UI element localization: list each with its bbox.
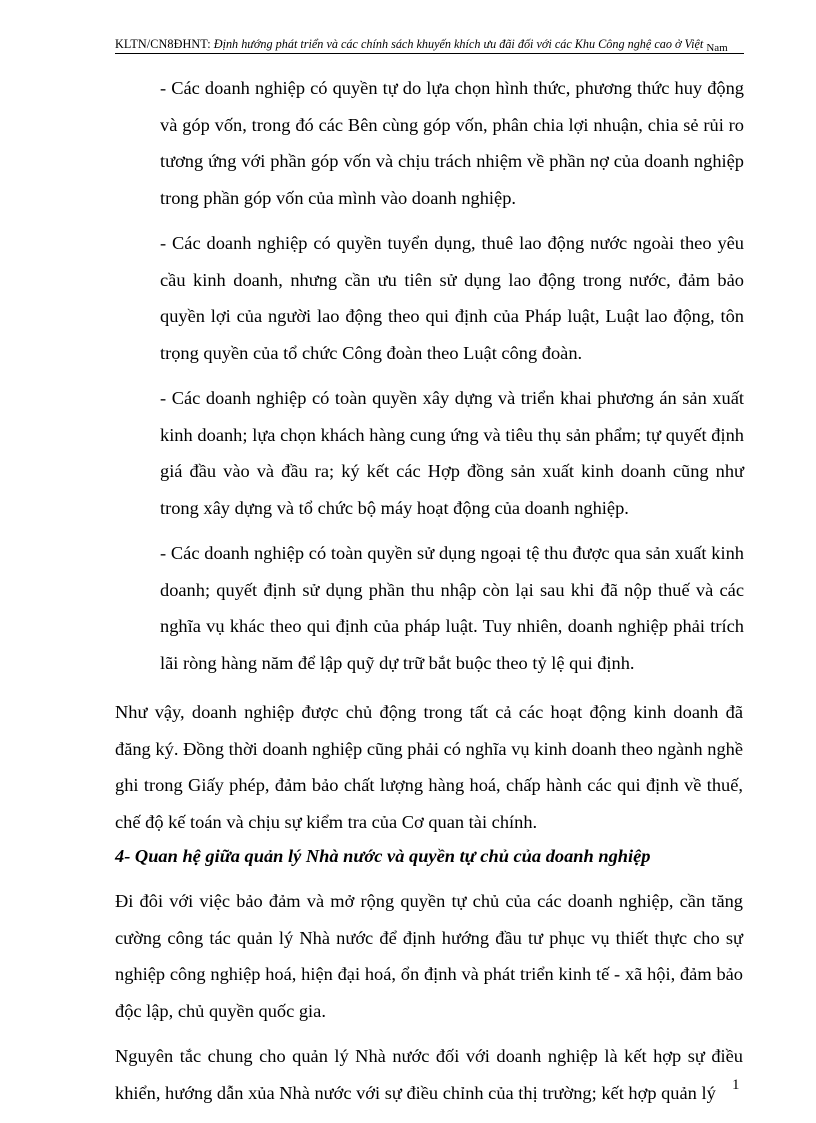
running-header [115,36,744,54]
bullet-paragraph-labor: - Các doanh nghiệp có quyền tuyển dụng, thuê lao động nước ngoài theo yêu cầu kinh doanh, nhưng cần ưu tiên sử dụng lao động trong nước, đảm bảo quyền lợi của người lao động theo qui định của Pháp luật, Luật lao động, tôn trọng quyền của tổ chức Công đoàn theo Luật công đoàn. [160,233,744,363]
body-paragraph-state-management: Đi đôi với việc bảo đảm và mở rộng quyền tự chủ của các doanh nghiệp, cần tăng cường công tác quản lý Nhà nước để định hướng đầu tư phục vụ thiết thực cho sự nghiệp công nghiệp hoá, hiện đại hoá, ổn định và phát triển kinh tế - xã hội, đảm bảo độc lập, chủ quyền quốc gia. [115,891,743,1021]
bullet-paragraph-capital: - Các doanh nghiệp có quyền tự do lựa chọn hình thức, phương thức huy động và góp vốn, trong đó các Bên cùng góp vốn, phân chia lợi nhuận, chia sẻ rủi ro tương ứng với phần góp vốn và chịu trách nhiệm về phần nợ của doanh nghiệp trong phần góp vốn của mình vào doanh nghiệp. [160,78,744,208]
body-paragraph-general-principle: Nguyên tắc chung cho quản lý Nhà nước đối với doanh nghiệp là kết hợp sự điều khiển, hướng dẫn xủa Nhà nước với sự điều chỉnh của thị trường; kết hợp quản lý [115,1046,743,1103]
bullet-paragraph-foreign-currency: - Các doanh nghiệp có toàn quyền sử dụng ngoại tệ thu được qua sản xuất kinh doanh; quyết định sử dụng phần thu nhập còn lại sau khi đã nộp thuế và các nghĩa vụ khác theo qui định của pháp luật. Tuy nhiên, doanh nghiệp phải trích lãi ròng hàng năm để lập quỹ dự trữ bắt buộc theo tỷ lệ qui định. [160,543,744,673]
page-body [115,70,743,1111]
summary-paragraph: Như vậy, doanh nghiệp được chủ động trong tất cả các hoạt động kinh doanh đã đăng ký. Đồng thời doanh nghiệp cũng phải có nghĩa vụ kinh doanh theo ngành nghề ghi trong Giấy phép, đảm bảo chất lượng hàng hoá, chấp hành các qui định về thuế, chế độ kế toán và chịu sự kiểm tra của Cơ quan tài chính. [115,702,743,832]
page-number: 1 [732,1077,740,1093]
header-document-title: Định hướng phát triển và các chính sách khuyến khích ưu đãi đối với các Khu Công nghệ cao ở Việt [213,37,704,51]
bullet-paragraph-production: - Các doanh nghiệp có toàn quyền xây dựng và triển khai phương án sản xuất kinh doanh; lựa chọn khách hàng cung ứng và tiêu thụ sản phẩm; tự quyết định giá đầu vào và đầu ra; ký kết các Hợp đồng sản xuất kinh doanh cũng như trong xây dựng và tổ chức bộ máy hoạt động của doanh nghiệp. [160,388,744,518]
header-document-title-tail: Nam [706,42,728,54]
header-document-code: KLTN/CN8ĐHNT: [115,37,211,51]
section-heading: 4- Quan hệ giữa quản lý Nhà nước và quyền tự chủ của doanh nghiệp [115,846,651,866]
